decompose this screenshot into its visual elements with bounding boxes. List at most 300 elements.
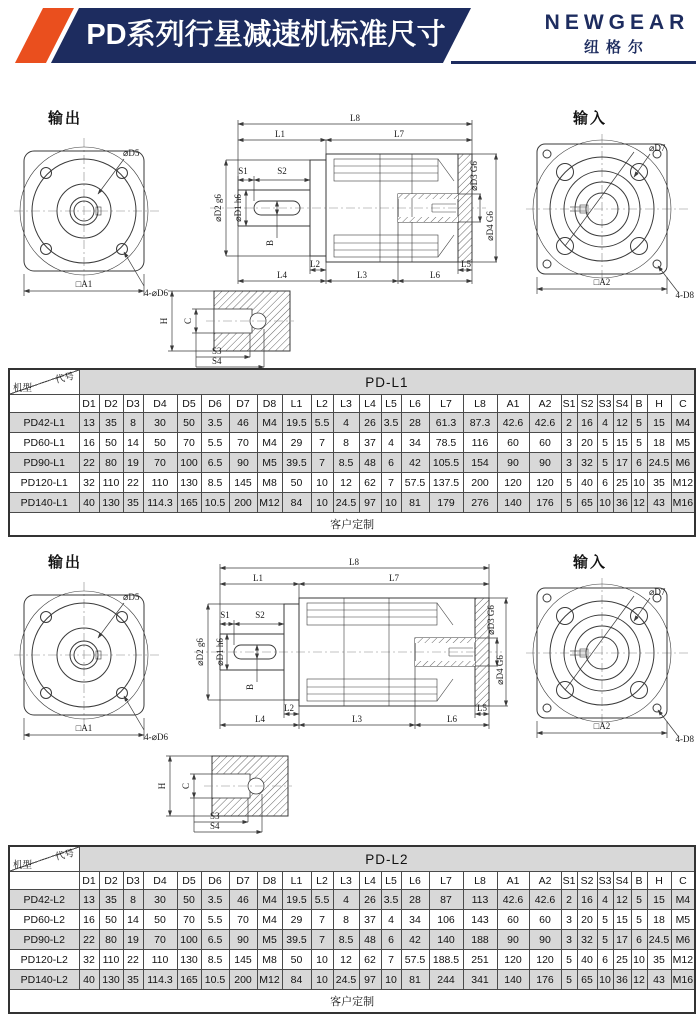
blank-cell (9, 395, 79, 413)
value-cell: 15 (647, 890, 671, 910)
value-cell: 15 (613, 910, 631, 930)
dim-label-l3: L3 (352, 714, 362, 724)
value-cell: 36 (613, 493, 631, 513)
dim-label-d5: ⌀D5 (123, 148, 140, 158)
column-header: L8 (463, 872, 497, 890)
value-cell: 20 (577, 433, 597, 453)
value-cell: 30 (143, 413, 177, 433)
dim-label-d6: 4-⌀D6 (144, 732, 168, 742)
column-header: A2 (529, 872, 561, 890)
value-cell: 5 (597, 433, 613, 453)
value-cell: 37 (359, 433, 381, 453)
value-cell: 10 (381, 493, 401, 513)
value-cell: 110 (99, 473, 123, 493)
dim-label-l4: L4 (277, 270, 287, 280)
value-cell: 3 (561, 433, 577, 453)
value-cell: 57.5 (401, 950, 429, 970)
value-cell: 87 (429, 890, 463, 910)
value-cell: 46 (229, 890, 257, 910)
column-header: L4 (359, 872, 381, 890)
value-cell: 42.6 (497, 890, 529, 910)
value-cell: 15 (613, 433, 631, 453)
table-row (9, 950, 695, 970)
value-cell: 8.5 (333, 930, 359, 950)
detail-view-drawing-1 (152, 283, 297, 371)
value-cell: 90 (229, 453, 257, 473)
value-cell: 12 (613, 413, 631, 433)
column-header: C (671, 872, 695, 890)
dim-label-d3: ⌀D3 G6 (469, 161, 479, 191)
value-cell: M6 (671, 453, 695, 473)
value-cell: 5 (597, 910, 613, 930)
value-cell: 10 (311, 970, 333, 990)
column-header: D6 (201, 872, 229, 890)
column-header: L5 (381, 395, 401, 413)
page-title: PD系列行星减速机标准尺寸 (86, 19, 446, 51)
value-cell: 42 (401, 453, 429, 473)
column-header: C (671, 395, 695, 413)
dim-label-l1: L1 (275, 129, 285, 139)
value-cell: 39.5 (282, 453, 311, 473)
model-cell: PD42-L1 (9, 413, 79, 433)
model-cell: PD60-L2 (9, 910, 79, 930)
value-cell: 140 (429, 930, 463, 950)
value-cell: 16 (577, 890, 597, 910)
value-cell: 120 (497, 950, 529, 970)
value-cell: M5 (671, 433, 695, 453)
value-cell: 6.5 (201, 453, 229, 473)
value-cell: 24.5 (647, 930, 671, 950)
value-cell: 10 (311, 493, 333, 513)
value-cell: 81 (401, 493, 429, 513)
value-cell: 19 (123, 453, 143, 473)
corner-label-code: 代号 (54, 847, 76, 863)
value-cell: 7 (311, 930, 333, 950)
value-cell: 16 (79, 433, 99, 453)
value-cell: 6 (597, 473, 613, 493)
column-header: D8 (257, 395, 282, 413)
column-header: L2 (311, 872, 333, 890)
column-header: L7 (429, 872, 463, 890)
value-cell: 25 (613, 473, 631, 493)
value-cell: 179 (429, 493, 463, 513)
dim-label-a1: □A1 (75, 279, 93, 289)
value-cell: 5.5 (201, 910, 229, 930)
dim-label-d5: ⌀D5 (123, 592, 140, 602)
value-cell: 100 (177, 930, 201, 950)
dim-label-c: C (183, 317, 193, 325)
value-cell: 97 (359, 970, 381, 990)
value-cell: 50 (99, 910, 123, 930)
column-header: L5 (381, 872, 401, 890)
value-cell: 60 (497, 433, 529, 453)
value-cell: 8.5 (201, 473, 229, 493)
value-cell: 32 (79, 950, 99, 970)
value-cell: 12 (631, 493, 647, 513)
value-cell: 19.5 (282, 890, 311, 910)
table-row (9, 473, 695, 493)
value-cell: M4 (257, 910, 282, 930)
spec-table-pd-l2 (8, 845, 696, 1014)
value-cell: 37 (359, 910, 381, 930)
dim-label-s4: S4 (210, 821, 220, 831)
value-cell: 78.5 (429, 433, 463, 453)
value-cell: 90 (497, 453, 529, 473)
value-cell: M16 (671, 970, 695, 990)
value-cell: 130 (177, 950, 201, 970)
column-header: L2 (311, 395, 333, 413)
value-cell: M4 (257, 890, 282, 910)
column-header: D7 (229, 395, 257, 413)
value-cell: 10 (311, 473, 333, 493)
value-cell: 80 (99, 453, 123, 473)
column-header: D5 (177, 395, 201, 413)
dim-label-s3: S3 (210, 811, 220, 821)
value-cell: 276 (463, 493, 497, 513)
corner-label-model: 机型 (13, 383, 33, 394)
value-cell: 8.5 (201, 950, 229, 970)
input-flange-drawing-2 (520, 568, 695, 748)
value-cell: 81 (401, 970, 429, 990)
value-cell: 35 (647, 950, 671, 970)
value-cell: 24.5 (647, 453, 671, 473)
value-cell: 62 (359, 473, 381, 493)
column-header: S1 (561, 872, 577, 890)
value-cell: 25 (613, 950, 631, 970)
dim-label-d4: ⌀D4 G6 (485, 211, 495, 241)
value-cell: 30 (143, 890, 177, 910)
dim-label-a2: □A2 (593, 721, 611, 731)
value-cell: 188.5 (429, 950, 463, 970)
value-cell: 40 (577, 473, 597, 493)
value-cell: 50 (143, 910, 177, 930)
corner-cell (9, 846, 79, 872)
value-cell: 130 (99, 970, 123, 990)
dim-label-d4: ⌀D4 G6 (495, 655, 505, 685)
value-cell: 4 (333, 890, 359, 910)
value-cell: 6 (381, 930, 401, 950)
value-cell: 22 (79, 930, 99, 950)
value-cell: 17 (613, 930, 631, 950)
value-cell: M4 (671, 413, 695, 433)
dim-label-l7: L7 (389, 573, 399, 583)
value-cell: 22 (123, 950, 143, 970)
value-cell: 50 (282, 473, 311, 493)
value-cell: 10.5 (201, 970, 229, 990)
column-header: A1 (497, 395, 529, 413)
dim-label-l6: L6 (430, 270, 440, 280)
column-header: S1 (561, 395, 577, 413)
value-cell: 10 (631, 473, 647, 493)
value-cell: 32 (577, 453, 597, 473)
value-cell: 176 (529, 970, 561, 990)
value-cell: 50 (282, 950, 311, 970)
dim-label-d1: ⌀D1 h6 (233, 194, 243, 222)
column-header: A2 (529, 395, 561, 413)
column-header: S2 (577, 872, 597, 890)
value-cell: 106 (429, 910, 463, 930)
value-cell: 40 (79, 970, 99, 990)
value-cell: 5 (631, 413, 647, 433)
value-cell: 10 (597, 970, 613, 990)
column-header: D2 (99, 395, 123, 413)
table-row (9, 910, 695, 930)
dim-label-l8: L8 (349, 557, 359, 567)
value-cell: 70 (229, 433, 257, 453)
column-header: L4 (359, 395, 381, 413)
column-header: D7 (229, 872, 257, 890)
dim-label-d1: ⌀D1 h6 (215, 638, 225, 666)
value-cell: 90 (529, 930, 561, 950)
value-cell: 165 (177, 493, 201, 513)
table-host-pd-l1 (8, 368, 692, 537)
value-cell: 46 (229, 413, 257, 433)
dim-label-b: B (245, 683, 255, 691)
column-header: L6 (401, 395, 429, 413)
value-cell: M4 (257, 433, 282, 453)
value-cell: 114.3 (143, 493, 177, 513)
value-cell: 105.5 (429, 453, 463, 473)
value-cell: 35 (99, 890, 123, 910)
value-cell: 176 (529, 493, 561, 513)
value-cell: 14 (123, 433, 143, 453)
table-row (9, 453, 695, 473)
value-cell: 84 (282, 493, 311, 513)
value-cell: 32 (577, 930, 597, 950)
value-cell: 62 (359, 950, 381, 970)
section-view-drawing-1 (180, 112, 510, 284)
value-cell: 17 (613, 453, 631, 473)
value-cell: 130 (99, 493, 123, 513)
value-cell: 13 (79, 413, 99, 433)
column-header: D4 (143, 395, 177, 413)
value-cell: M12 (671, 950, 695, 970)
value-cell: 40 (577, 950, 597, 970)
dim-label-d3: ⌀D3 G6 (486, 605, 496, 635)
value-cell: 4 (333, 413, 359, 433)
column-header: B (631, 872, 647, 890)
value-cell: 36 (613, 970, 631, 990)
value-cell: 60 (529, 433, 561, 453)
dim-label-d8: 4-D8 (675, 734, 694, 744)
value-cell: 39.5 (282, 930, 311, 950)
value-cell: M4 (671, 890, 695, 910)
value-cell: 137.5 (429, 473, 463, 493)
value-cell: 6 (631, 453, 647, 473)
value-cell: 8 (123, 413, 143, 433)
value-cell: 15 (647, 413, 671, 433)
value-cell: 34 (401, 433, 429, 453)
dim-label-s2: S2 (255, 610, 265, 620)
value-cell: 7 (311, 910, 333, 930)
value-cell: 7 (311, 453, 333, 473)
value-cell: 113 (463, 890, 497, 910)
dim-label-l2: L2 (284, 703, 294, 713)
value-cell: 3.5 (201, 413, 229, 433)
value-cell: 120 (529, 950, 561, 970)
dim-label-c: C (181, 782, 191, 790)
value-cell: 10.5 (201, 493, 229, 513)
table-row (9, 930, 695, 950)
value-cell: 84 (282, 970, 311, 990)
value-cell: 5 (561, 970, 577, 990)
detail-view-drawing-2 (150, 748, 295, 836)
dim-label-h: H (159, 317, 169, 325)
value-cell: 12 (333, 950, 359, 970)
value-cell: 8 (123, 890, 143, 910)
model-cell: PD140-L2 (9, 970, 79, 990)
value-cell: 110 (99, 950, 123, 970)
dim-label-d7: ⌀D7 (649, 587, 666, 597)
value-cell: 116 (463, 433, 497, 453)
value-cell: 2 (561, 890, 577, 910)
value-cell: 100 (177, 453, 201, 473)
value-cell: 120 (529, 473, 561, 493)
column-header: H (647, 395, 671, 413)
table-row (9, 493, 695, 513)
value-cell: 14 (123, 910, 143, 930)
value-cell: 80 (99, 930, 123, 950)
value-cell: 4 (597, 890, 613, 910)
value-cell: 200 (463, 473, 497, 493)
value-cell: 10 (597, 493, 613, 513)
value-cell: 28 (401, 413, 429, 433)
value-cell: 70 (143, 453, 177, 473)
column-header: L6 (401, 872, 429, 890)
dim-label-d2: ⌀D2 g6 (195, 638, 205, 666)
value-cell: M8 (257, 473, 282, 493)
value-cell: 3 (561, 453, 577, 473)
header-banner (51, 8, 471, 63)
value-cell: 35 (123, 970, 143, 990)
column-header: H (647, 872, 671, 890)
value-cell: 22 (123, 473, 143, 493)
dim-label-l2: L2 (310, 259, 320, 269)
value-cell: 70 (177, 910, 201, 930)
brand-name-cn: 纽格尔 (583, 39, 650, 56)
value-cell: 5 (561, 473, 577, 493)
dim-label-l3: L3 (357, 270, 367, 280)
value-cell: 60 (529, 910, 561, 930)
value-cell: 18 (647, 910, 671, 930)
model-cell: PD60-L1 (9, 433, 79, 453)
column-header: L1 (282, 872, 311, 890)
value-cell: 8 (333, 910, 359, 930)
value-cell: 3 (561, 910, 577, 930)
blank-cell (9, 872, 79, 890)
value-cell: 200 (229, 970, 257, 990)
column-header: D5 (177, 872, 201, 890)
column-header: L8 (463, 395, 497, 413)
value-cell: M6 (671, 930, 695, 950)
value-cell: 4 (381, 910, 401, 930)
value-cell: M12 (257, 493, 282, 513)
dim-label-l5: L5 (461, 259, 471, 269)
value-cell: 65 (577, 493, 597, 513)
value-cell: 10 (631, 950, 647, 970)
value-cell: M12 (671, 473, 695, 493)
value-cell: 19 (123, 930, 143, 950)
value-cell: 42.6 (497, 413, 529, 433)
table-host-pd-l2 (8, 845, 692, 1014)
value-cell: 24.5 (333, 493, 359, 513)
dim-label-s1: S1 (238, 166, 248, 176)
value-cell: 50 (177, 890, 201, 910)
dim-label-s1: S1 (220, 610, 230, 620)
table-row (9, 890, 695, 910)
column-header: D4 (143, 872, 177, 890)
corner-label-model: 机型 (13, 860, 33, 871)
column-header: D1 (79, 395, 99, 413)
dim-label-h: H (157, 782, 167, 790)
value-cell: 42 (401, 930, 429, 950)
value-cell: 50 (177, 413, 201, 433)
corner-label-code: 代号 (54, 370, 76, 386)
value-cell: 140 (497, 493, 529, 513)
input-flange-drawing-1 (520, 124, 695, 304)
value-cell: 5.5 (311, 890, 333, 910)
footer-cell: 客户定制 (9, 990, 695, 1014)
output-flange-drawing-1 (10, 126, 170, 304)
value-cell: 20 (577, 910, 597, 930)
value-cell: M4 (257, 413, 282, 433)
value-cell: 90 (229, 930, 257, 950)
value-cell: 42.6 (529, 890, 561, 910)
value-cell: 110 (143, 473, 177, 493)
value-cell: 35 (123, 493, 143, 513)
value-cell: 60 (497, 910, 529, 930)
value-cell: 5 (561, 950, 577, 970)
value-cell: 12 (631, 970, 647, 990)
dim-label-l7: L7 (394, 129, 404, 139)
dim-label-a1: □A1 (75, 723, 93, 733)
model-cell: PD90-L1 (9, 453, 79, 473)
value-cell: 3.5 (381, 413, 401, 433)
value-cell: 12 (333, 473, 359, 493)
value-cell: 341 (463, 970, 497, 990)
column-header: S3 (597, 872, 613, 890)
value-cell: 143 (463, 910, 497, 930)
value-cell: 200 (229, 493, 257, 513)
value-cell: 43 (647, 970, 671, 990)
column-header: L1 (282, 395, 311, 413)
column-header: S4 (613, 395, 631, 413)
value-cell: 244 (429, 970, 463, 990)
model-cell: PD42-L2 (9, 890, 79, 910)
value-cell: 90 (529, 453, 561, 473)
value-cell: 5 (631, 433, 647, 453)
value-cell: 5 (561, 493, 577, 513)
value-cell: 5 (631, 890, 647, 910)
value-cell: 7 (381, 950, 401, 970)
output-view-title-1: 输出 (48, 110, 83, 127)
output-flange-drawing-2 (10, 570, 170, 748)
value-cell: 48 (359, 453, 381, 473)
dim-label-d8: 4-D8 (675, 290, 694, 300)
value-cell: 70 (177, 433, 201, 453)
value-cell: 35 (647, 473, 671, 493)
value-cell: 114.3 (143, 970, 177, 990)
dim-label-a2: □A2 (593, 277, 611, 287)
dim-label-s3: S3 (212, 346, 222, 356)
value-cell: 70 (229, 910, 257, 930)
column-header: D8 (257, 872, 282, 890)
column-header: D6 (201, 395, 229, 413)
column-header: L3 (333, 872, 359, 890)
dim-label-l6: L6 (447, 714, 457, 724)
value-cell: 7 (311, 433, 333, 453)
footer-cell: 客户定制 (9, 513, 695, 537)
